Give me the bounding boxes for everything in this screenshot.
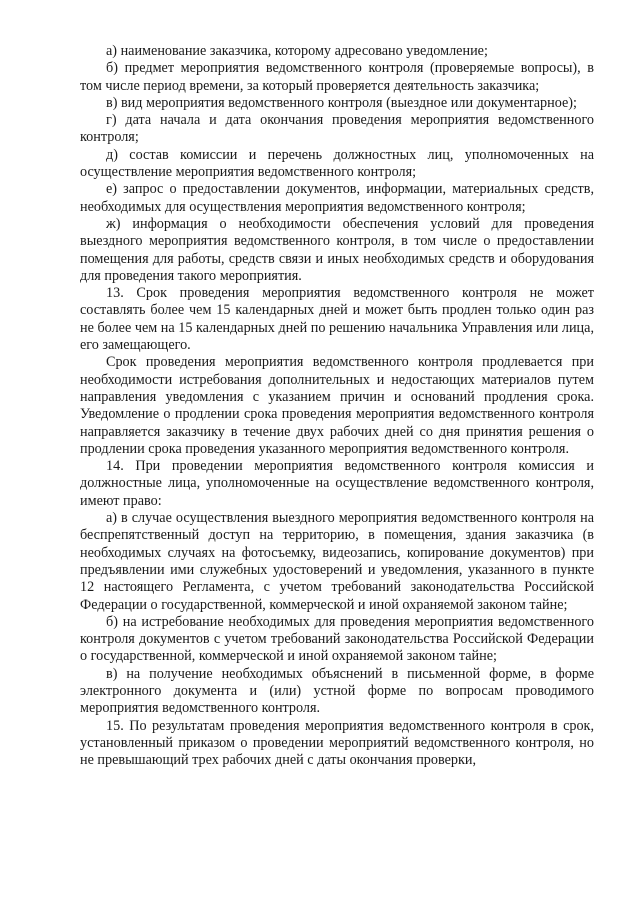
paragraph-section-13: 13. Срок проведения мероприятия ведомственного контроля не может составлять более чем 15 календарных дней и может быть продлен только один раз не более чем на 15 календарных дней по решению начальника Управления или лица, его замещающего. [80, 285, 594, 354]
paragraph-item-v: в) вид мероприятия ведомственного контроля (выездное или документарное); [106, 94, 577, 111]
document-page [80, 43, 594, 769]
paragraph-item-d: д) состав комиссии и перечень должностных лиц, уполномоченных на осуществление мероприятия ведомственного контроля; [80, 146, 594, 181]
paragraph-right-b: б) на истребование необходимых для проведения мероприятия ведомственного контроля документов с учетом требований законодательства Российской Федерации о государственной, коммерческой и иной охраняемой законом тайне; [80, 613, 594, 665]
paragraph-right-v: в) на получение необходимых объяснений в письменной форме, в форме электронного документа и (или) устной форме по вопросам проводимого мероприятия ведомственного контроля. [80, 665, 594, 717]
paragraph-item-b: б) предмет мероприятия ведомственного контроля (проверяемые вопросы), в том числе период времени, за который проверяется деятельность заказчика; [80, 60, 594, 94]
paragraph-item-e: е) запрос о предоставлении документов, информации, материальных средств, необходимых для осуществления мероприятия ведомственного контроля; [80, 181, 594, 215]
paragraph-extension: Срок проведения мероприятия ведомственного контроля продлевается при необходимости истребования дополнительных и недостающих материалов путем направления уведомления с указанием причин и оснований продления срока. Уведомление о продлении срока проведения мероприятия ведомственного контроля направляется заказчику в течение двух рабочих дней со дня принятия решения о продлении срока проведения указанного мероприятия ведомственного контроля. [80, 354, 594, 457]
paragraph-right-a: а) в случае осуществления выездного мероприятия ведомственного контроля на беспрепятственный доступ на территорию, в помещения, здания заказчика (в необходимых случаях на фотосъемку, видеозапись, копирование документов) при предъявлении ими служебных удостоверений и уведомления, указанного в пункте 12 настоящего Регламента, с учетом требований законодательства Российской Федерации о государственной, коммерческой и иной охраняемой законом тайне; [80, 510, 594, 613]
paragraph-item-zh: ж) информация о необходимости обеспечения условий для проведения выездного мероприятия ведомственного контроля, в том числе о предоставлении помещения для работы, средств связи и иных необходимых средств и оборудования для проведения такого мероприятия. [80, 215, 594, 284]
paragraph-section-14: 14. При проведении мероприятия ведомственного контроля комиссия и должностные лица, уполномоченные на осуществление ведомственного контроля, имеют право: [80, 458, 594, 509]
paragraph-section-15: 15. По результатам проведения мероприятия ведомственного контроля в срок, установленный приказом о проведении мероприятий ведомственного контроля, но не превышающий трех рабочих дней с даты окончания проверки, [80, 717, 594, 769]
paragraph-item-g: г) дата начала и дата окончания проведения мероприятия ведомственного контроля; [80, 112, 594, 146]
paragraph-item-a: а) наименование заказчика, которому адресовано уведомление; [106, 43, 488, 59]
